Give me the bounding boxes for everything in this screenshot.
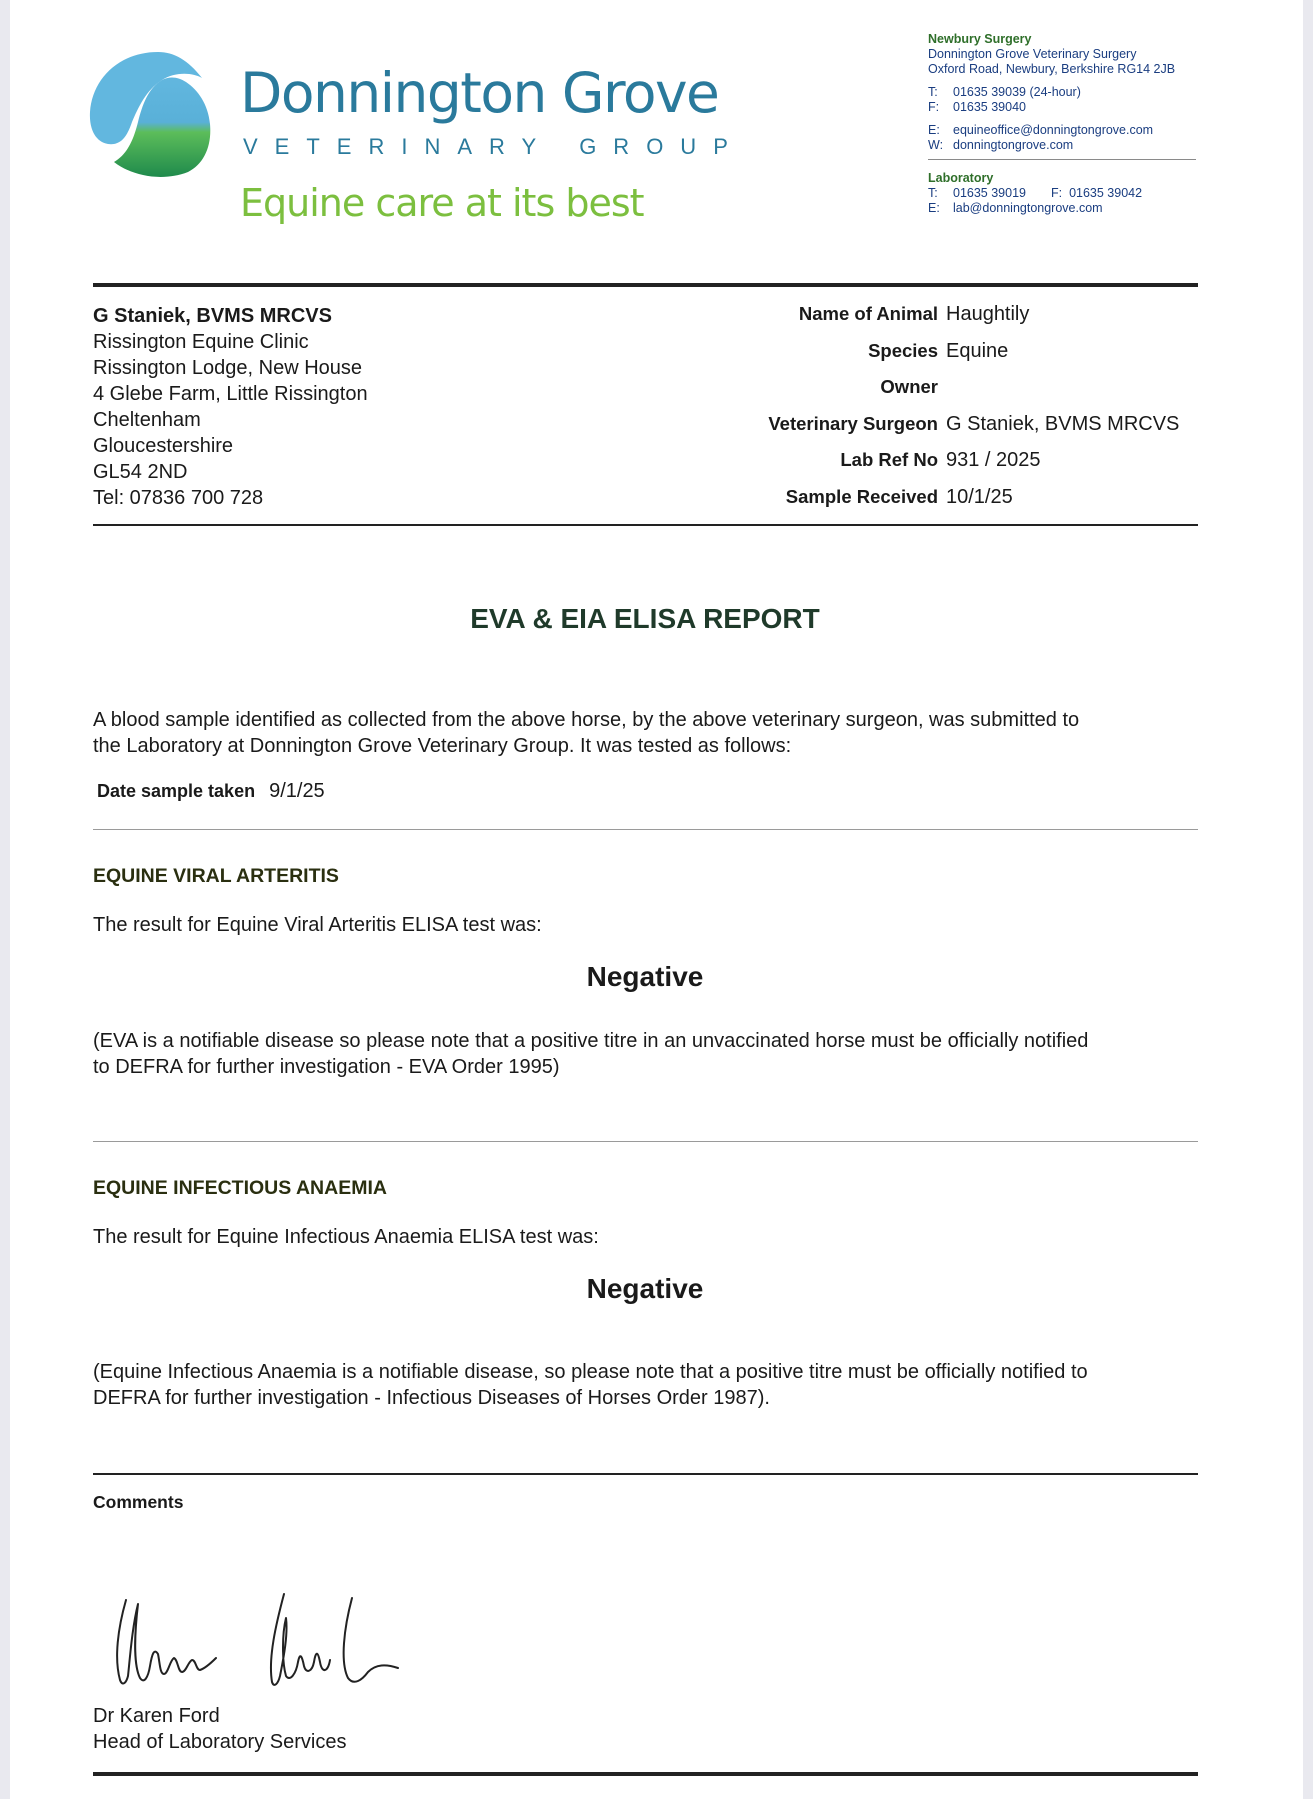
page-edge-right — [1303, 0, 1313, 1799]
surgery-name: Donnington Grove Veterinary Surgery — [928, 47, 1137, 61]
address-line: Rissington Equine Clinic — [93, 331, 309, 353]
recipient-name: G Staniek, BVMS MRCVS — [93, 305, 332, 327]
eva-prompt: The result for Equine Viral Arteritis ELISA test was: — [93, 914, 542, 936]
eia-prompt: The result for Equine Infectious Anaemia ELISA test was: — [93, 1226, 599, 1248]
signer-name: Dr Karen Ford — [93, 1705, 220, 1727]
header-rule — [93, 283, 1198, 287]
signer-title: Head of Laboratory Services — [93, 1731, 347, 1753]
report-intro: A blood sample identified as collected from the above horse, by the above veterinary surgeon, was submitted to the Laboratory at Donnington Grove Veterinary Group. It was tested as follows: — [93, 709, 1080, 757]
eia-result: Negative — [586, 1273, 704, 1304]
detail-row-species: Species Equine — [868, 339, 1009, 362]
surgery-address: Oxford Road, Newbury, Berkshire RG14 2JB — [928, 62, 1176, 76]
donnington-grove-logo — [88, 50, 218, 182]
brand-name: Donnington Grove — [240, 61, 719, 125]
section-divider — [93, 1141, 1198, 1142]
comments-label: Comments — [93, 1492, 184, 1512]
eia-heading: EQUINE INFECTIOUS ANAEMIA — [93, 1177, 387, 1199]
brand-subtitle: VETERINARY GROUP — [243, 134, 745, 159]
brand-tagline: Equine care at its best — [240, 181, 644, 225]
laboratory-heading: Laboratory — [928, 171, 994, 185]
address-line: 4 Glebe Farm, Little Rissington — [93, 383, 368, 405]
date-sample-taken: Date sample taken 9/1/25 — [97, 780, 325, 802]
address-line: Rissington Lodge, New House — [93, 357, 363, 379]
laboratory-phone-fax: T: 01635 39019 F: 01635 39042 — [928, 186, 1143, 200]
eva-result: Negative — [586, 961, 704, 992]
contact-divider — [928, 159, 1196, 160]
laboratory-email: E: lab@donningtongrove.com — [928, 201, 1103, 215]
page-edge-left — [0, 0, 10, 1799]
comments-rule — [93, 1473, 1198, 1475]
contact-block — [928, 32, 1198, 216]
footer-rule — [93, 1772, 1198, 1776]
address-line: Cheltenham — [93, 409, 201, 431]
report-title: EVA & EIA ELISA REPORT — [470, 603, 820, 634]
recipient-address — [93, 303, 368, 511]
signature — [108, 1588, 408, 1698]
address-line: Tel: 07836 700 728 — [93, 487, 264, 509]
surgery-fax: F: 01635 39040 — [928, 100, 1026, 114]
eva-note: (EVA is a notifiable disease so please note that a positive titre in an unvaccinated horse must be officially notified to DEFRA for further investigation - EVA Order 1995) — [93, 1030, 1089, 1078]
details-rule — [93, 524, 1198, 526]
surgery-email: E: equineoffice@donningtongrove.com — [928, 123, 1154, 137]
address-line: GL54 2ND — [93, 461, 188, 483]
detail-row-sample-received: Sample Received 10/1/25 — [785, 485, 1013, 508]
animal-details — [680, 303, 1220, 522]
surgery-telephone: T: 01635 39039 (24-hour) — [928, 85, 1081, 99]
surgery-website: W: donningtongrove.com — [928, 138, 1074, 152]
detail-row-owner: Owner — [880, 376, 938, 397]
address-line: Gloucestershire — [93, 435, 234, 457]
section-divider — [93, 829, 1198, 830]
signer-block — [93, 1703, 346, 1755]
detail-row-vet-surgeon: Veterinary Surgeon G Staniek, BVMS MRCVS — [768, 412, 1180, 435]
surgery-heading: Newbury Surgery — [928, 32, 1032, 46]
eia-note: (Equine Infectious Anaemia is a notifiable disease, so please note that a positive titre must be officially notified to DEFRA for further investigation - Infectious Diseases of Horses Order 1987). — [93, 1361, 1088, 1409]
eva-heading: EQUINE VIRAL ARTERITIS — [93, 865, 339, 887]
detail-row-animal-name: Name of Animal Haughtily — [798, 303, 1030, 325]
detail-row-lab-ref: Lab Ref No 931 / 2025 — [840, 449, 1041, 471]
